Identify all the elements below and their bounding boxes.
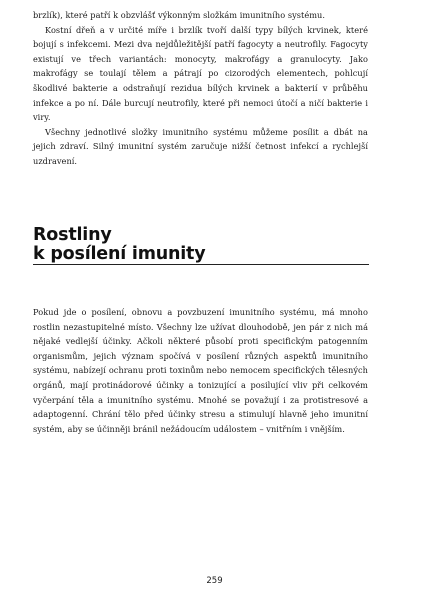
section-heading-line1: Rostliny (33, 225, 112, 245)
section-heading-line2: k posílení imunity (33, 244, 206, 264)
paragraph-herbs-immunity: Pokud jde o posílení, obnovu a povzbuzení imunitního systému, má mnoho rostlin nezastupitelné místo. Všechny lze užívat dlouhodobě, jen pár z nich má nějaké vedlejší účinky. Ačkoli některé působí proti specifickým patogenním organismům, jejich význam spočívá v posílení různých aspektů imunitního systému, nabízejí ochranu proti toxinům nebo nemocem specifických tělesných orgánů, mají protinádorové účinky a tonizující a posilující vliv při celkovém vyčerpání těla a imunitního systému. Mnohé se považují i za protistresové a adaptogenní. Chrání tělo před účinky stresu a stimulují hlavně jeho imunitní systém, aby se účinněji bránil nežádoucím událostem – vnitřním i vnějším. (33, 307, 368, 434)
heading-underline-rule (33, 264, 369, 265)
paragraph-continuation: brzlík), které patří k obzvlášť výkonným složkám imunitního systému. (33, 10, 326, 20)
intro-text-block (33, 8, 368, 169)
section-heading (33, 226, 205, 264)
section-body-text-block (33, 305, 368, 436)
page-number: 259 (206, 576, 223, 586)
paragraph-immune-strength: Všechny jednotlivé složky imunitního systému můžeme posílit a dbát na jejich zdraví. Silný imunitní systém zaručuje nižší četnost infekcí a rychlejší uzdravení. (33, 126, 368, 166)
paragraph-white-blood-cells: Kostní dřeň a v určité míře i brzlík tvoří další typy bílých krvinek, které bojují s infekcemi. Mezi dva nejdůležitější patří fagocyty a neutrofily. Fagocyty existují ve třech variantách: monocyty, makrofágy a granulocyty. Jako makrofágy se toulají tělem a pátrají po cizorodých elementech, pohlcují škodlivé bakterie a odstraňují rezidua bílých krvinek a bakterií v průběhu infekce a po ní. Dále burcují neutrofily, které při nemoci útočí a ničí bakterie i viry. (33, 24, 368, 123)
